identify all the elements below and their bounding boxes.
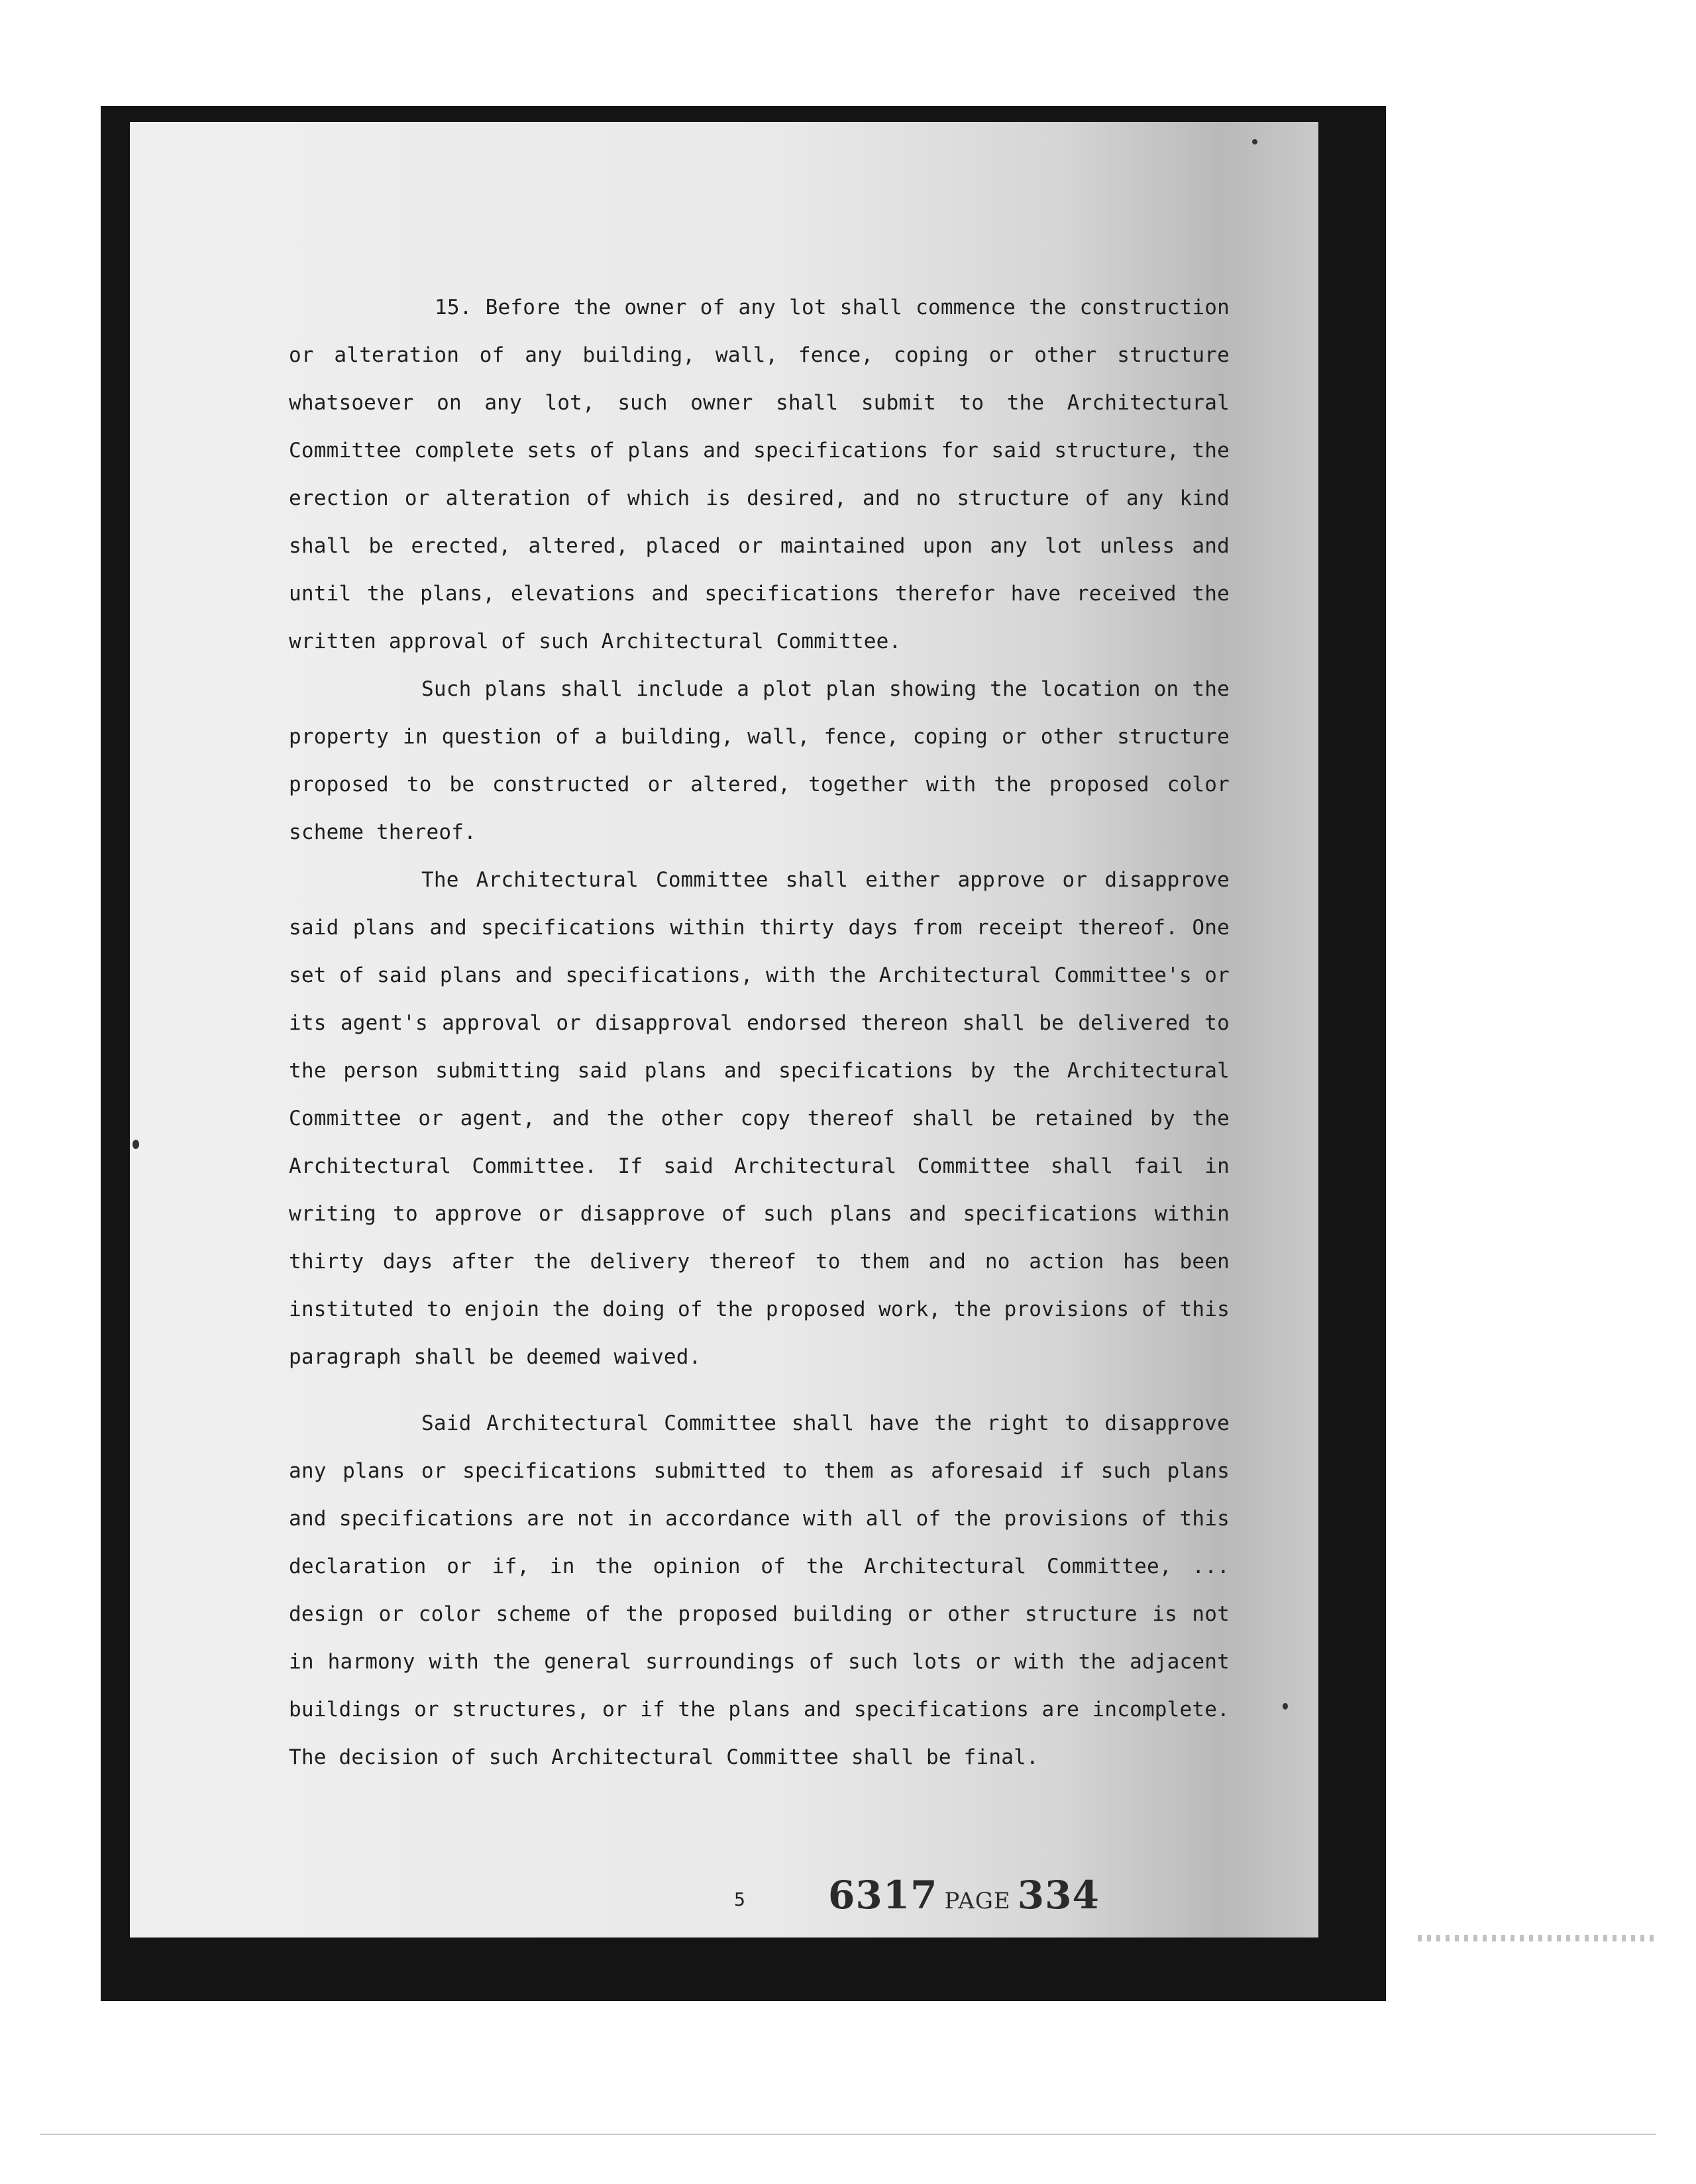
document-body [289,284,1230,1781]
bottom-scan-edge [40,2134,1656,2135]
paragraph-15: 15. Before the owner of any lot shall commence the construction or alteration of any building, wall, fence, coping or other structure whatsoever on any lot, such owner shall submit to the Architectural Committee complete sets of plans and specifications for said structure, the erection or alteration of which is desired, and no structure of any kind shall be erected, altered, placed or maintained upon any lot unless and until the plans, elevations and specifications therefor have received the written approval of such Architectural Committee. [289,296,1230,653]
paragraph-plot-plan: Such plans shall include a plot plan showing the location on the property in question of a building, wall, fence, coping or other structure proposed to be constructed or altered, together with the proposed color scheme thereof. [289,677,1230,844]
stamp-book-number: 6317 [828,1873,938,1918]
page-number: 5 [734,1888,745,1910]
paragraph-approval: The Architectural Committee shall either approve or disapprove said plans and specifications within thirty days from receipt thereof. One set of said plans and specifications, with the Architectural Committee's or its agent's approval or disapproval endorsed thereon shall be delivered to the person submitting said plans and specifications by the Architectural Committee or agent, and the other copy thereof shall be retained by the Architectural Committee. If said Architectural Committee shall fail in writing to approve or disapprove of such plans and specifications within thirty days after the delivery thereof to them and no action has been instituted to enjoin the doing of the proposed work, the provisions of this paragraph shall be deemed waived. [289,868,1230,1369]
paragraph-disapproval: Said Architectural Committee shall have the right to disapprove any plans or specifications submitted to them as aforesaid if such plans and specifications are not in accordance with all of the provisions of this declaration or if, in the opinion of the Architectural Committee, ... design or color scheme of the proposed building or other structure is not in harmony with the general surroundings of such lots or with the adjacent buildings or structures, or if the plans and specifications are incomplete. The decision of such Architectural Committee shall be final. [289,1411,1230,1769]
recording-stamp [828,1873,1100,1918]
margin-scan-mark [1418,1935,1656,1941]
stamp-page-label: PAGE [944,1888,1011,1914]
scan-speck [1252,139,1257,144]
scan-speck [132,1140,139,1149]
stamp-page-number: 334 [1017,1873,1100,1918]
scan-speck [1283,1703,1288,1710]
